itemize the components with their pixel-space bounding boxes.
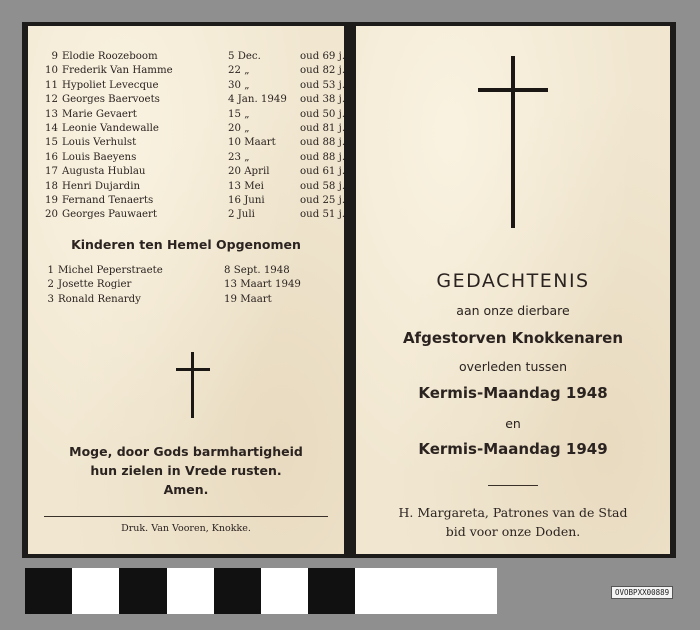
deceased-row [42,136,346,150]
color-swatch [450,568,497,614]
deceased-num: 10 [45,65,58,77]
memorial-card [22,22,676,558]
color-swatch [308,568,355,614]
children-list [44,264,334,307]
divider [44,516,328,517]
deceased-row [42,93,346,107]
deceased-date: 20 „ [228,122,250,134]
deceased-row [42,208,346,222]
closing-prayer [356,503,670,541]
deceased-date: 15 „ [228,108,250,120]
color-swatch [167,568,214,614]
deceased-age: oud 38 j. [300,94,346,106]
child-date: 19 Maart [224,293,272,305]
child-num: 1 [47,265,54,276]
deceased-num: 14 [45,122,58,134]
deceased-date: 13 Mei [228,180,264,192]
color-swatch [214,568,261,614]
deceased-age: oud 61 j. [300,166,346,178]
deceased-date: 10 Maart [228,137,276,149]
color-calibration-bar [25,568,497,614]
deceased-num: 13 [45,108,58,120]
deceased-name: Georges Pauwaert [62,209,158,221]
prayer-line: Amen. [163,482,209,497]
prayer-line: Moge, door Gods barmhartigheid [69,444,303,459]
deceased-num: 9 [51,51,58,62]
deceased-age: oud 25 j. [300,194,346,206]
card-title: GEDACHTENIS [436,270,590,292]
child-row [44,293,334,307]
deceased-name: Hypoliet Levecque [62,79,159,91]
deceased-date: 4 Jan. 1949 [228,94,287,106]
subtitle-line: en [505,416,521,431]
prayer-text [28,442,344,499]
date-range-start: Kermis-Maandag 1948 [418,384,608,402]
deceased-age: oud 81 j. [300,122,346,134]
closing-line: H. Margareta, Patrones van de Stad [398,505,628,520]
deceased-row [42,151,346,165]
color-swatch [261,568,308,614]
deceased-age: oud 88 j. [300,137,346,149]
deceased-num: 18 [45,180,58,192]
deceased-date: 20 April [228,166,270,178]
color-swatch [119,568,166,614]
deceased-num: 19 [45,194,58,206]
date-range-end: Kermis-Maandag 1949 [418,440,608,458]
deceased-num: 20 [45,209,58,221]
color-swatch [72,568,119,614]
deceased-date: 5 Dec. [228,51,261,62]
child-name: Michel Peperstraete [58,265,163,276]
child-row [44,278,334,292]
deceased-date: 16 Juni [228,194,265,206]
deceased-name: Marie Gevaert [62,108,137,120]
child-num: 2 [47,279,54,291]
deceased-name: Louis Baeyens [62,151,137,163]
left-panel [28,26,344,554]
deceased-name: Georges Baervoets [62,94,160,106]
child-date: 13 Maart 1949 [224,279,301,291]
deceased-row [42,108,346,122]
cross-icon [176,352,210,418]
printer-credit: Druk. Van Vooren, Knokke. [121,523,251,534]
deceased-num: 16 [45,151,58,163]
deceased-date: 23 „ [228,151,250,163]
deceased-row [42,64,346,78]
deceased-name: Henri Dujardin [62,180,141,192]
deceased-num: 15 [45,137,58,149]
deceased-age: oud 51 j. [300,209,346,221]
subtitle-line: aan onze dierbare [456,303,570,318]
deceased-name: Louis Verhulst [62,137,137,149]
deceased-age: oud 82 j. [300,65,346,77]
right-panel [356,26,670,554]
children-heading: Kinderen ten Hemel Opgenomen [71,237,301,252]
deceased-age: oud 53 j. [300,79,346,91]
color-swatch [25,568,72,614]
deceased-name: Elodie Roozeboom [62,51,158,62]
deceased-age: oud 69 j. [300,51,346,62]
deceased-row [42,50,346,64]
child-name: Josette Rogier [58,279,132,291]
cross-icon [478,56,548,228]
subtitle-heading: Afgestorven Knokkenaren [402,329,624,347]
deceased-row [42,122,346,136]
child-num: 3 [47,293,54,305]
color-swatch [355,568,402,614]
deceased-list [42,50,346,223]
closing-line: bid voor onze Doden. [445,524,581,539]
deceased-date: 30 „ [228,79,250,91]
deceased-row [42,194,346,208]
deceased-num: 17 [45,166,58,178]
child-name: Ronald Renardy [58,293,141,305]
deceased-date: 22 „ [228,65,250,77]
subtitle-line: overleden tussen [458,359,568,374]
deceased-age: oud 50 j. [300,108,346,120]
child-date: 8 Sept. 1948 [224,265,290,276]
deceased-name: Leonie Vandewalle [62,122,159,134]
deceased-name: Frederik Van Hamme [62,65,173,77]
prayer-line: hun zielen in Vrede rusten. [90,463,282,478]
color-swatch [403,568,450,614]
deceased-row [42,165,346,179]
child-row [44,264,334,278]
deceased-num: 11 [45,79,58,91]
archive-id-label: OVOBPXX00889 [611,586,673,599]
deceased-name: Augusta Hublau [62,166,146,178]
deceased-row [42,79,346,93]
divider [488,485,538,486]
deceased-num: 12 [45,94,58,106]
deceased-date: 2 Juli [228,209,255,221]
deceased-name: Fernand Tenaerts [62,194,154,206]
deceased-age: oud 88 j. [300,151,346,163]
deceased-row [42,180,346,194]
deceased-age: oud 58 j. [300,180,346,192]
